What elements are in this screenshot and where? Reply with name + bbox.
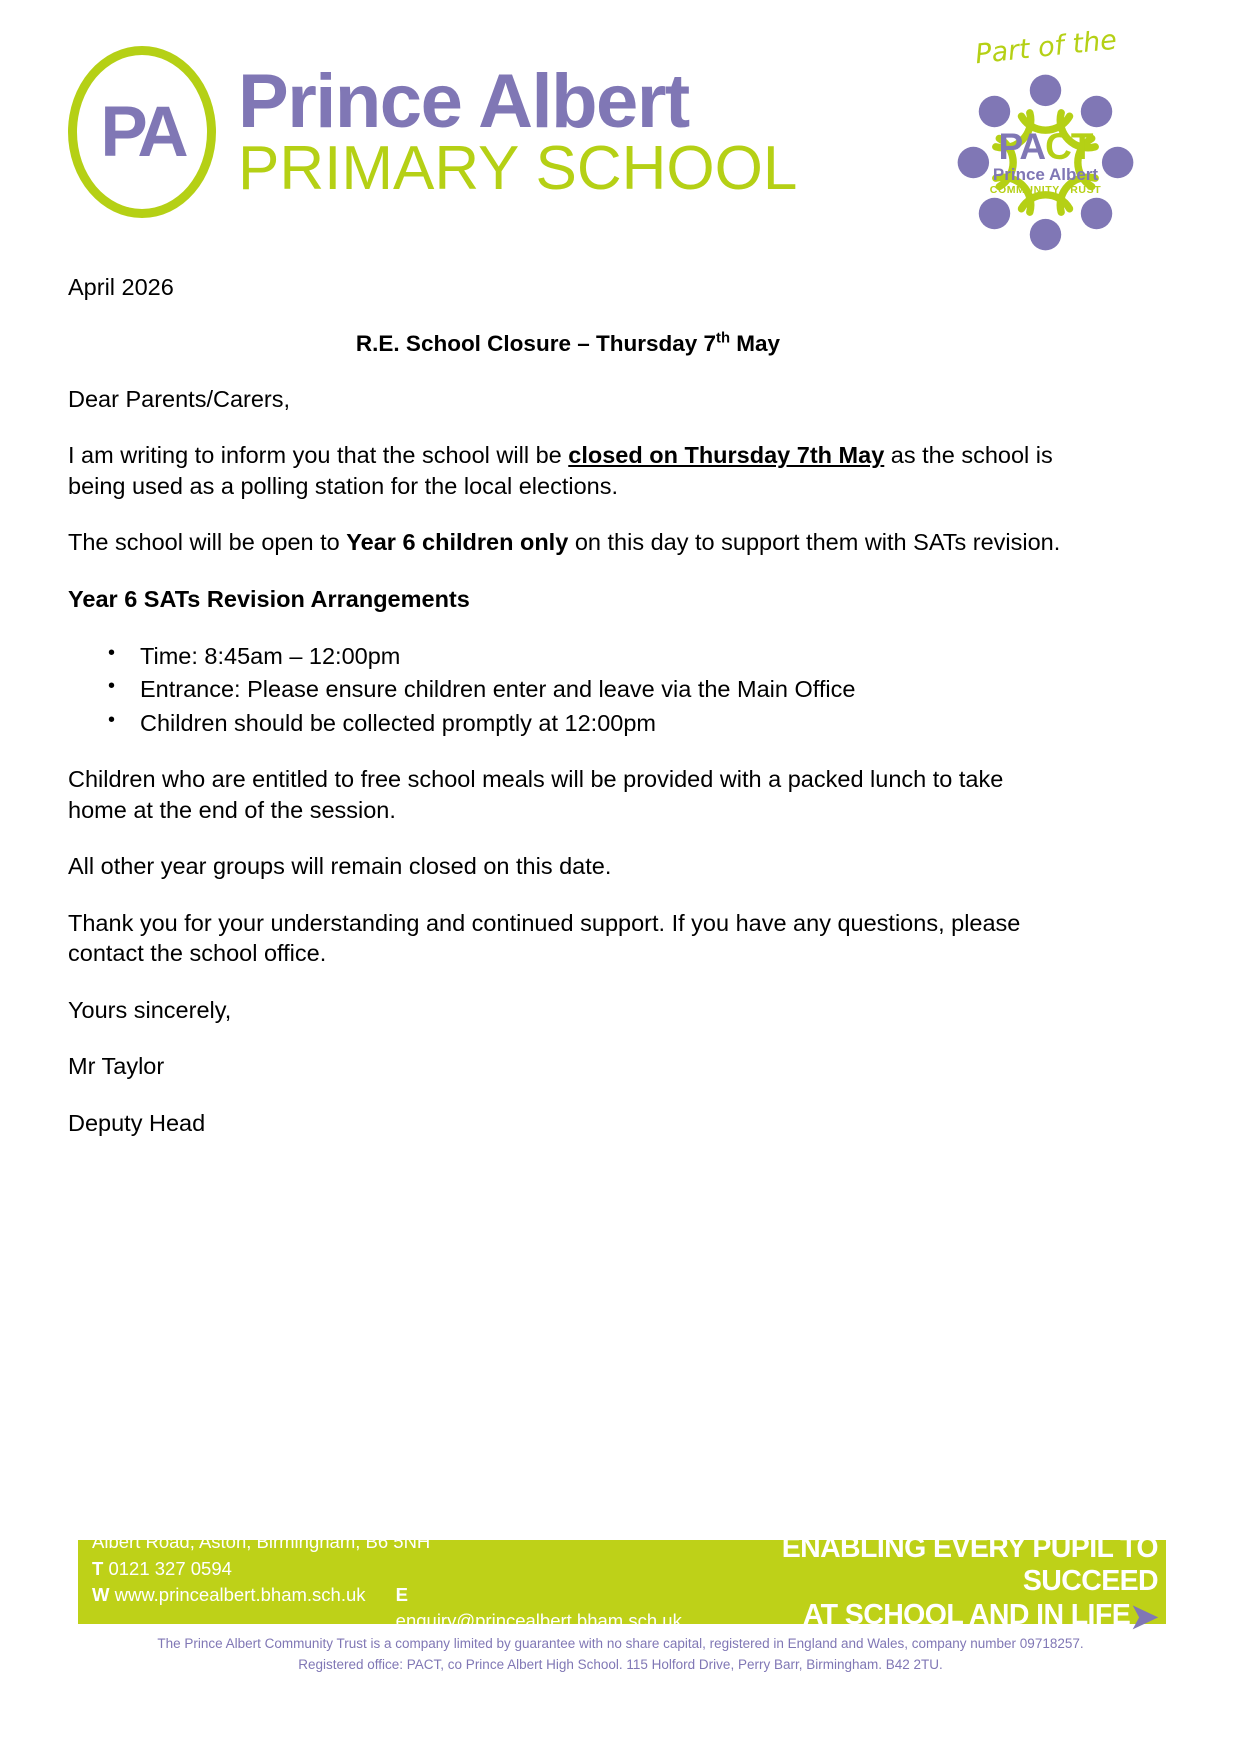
slogan-line-1: ENABLING EVERY PUPIL TO SUCCEED bbox=[781, 1532, 1158, 1598]
pact-subtitle: Prince Albert bbox=[992, 165, 1099, 185]
fine-print-line-1: The Prince Albert Community Trust is a company limited by guarantee with no share capital, registered in England and Wales, company number 09718257. bbox=[157, 1636, 1084, 1651]
footer-web-email-row bbox=[92, 1582, 698, 1635]
footer-website-cell bbox=[92, 1582, 396, 1635]
part-of-the-label: Part of the bbox=[973, 24, 1119, 71]
letter-paragraph-1 bbox=[68, 440, 1068, 501]
letter-body bbox=[68, 272, 1068, 1165]
phone-label: T bbox=[92, 1557, 104, 1579]
footer-phone: 0121 327 0594 bbox=[108, 1557, 232, 1579]
list-item: • Children should be collected promptly at 12:00pm bbox=[140, 708, 1068, 739]
letter-date: April 2026 bbox=[68, 274, 174, 300]
signer-role: Deputy Head bbox=[68, 1110, 206, 1136]
para1-text-after: as the school is being used as a polling station for the local elections. bbox=[68, 442, 1053, 499]
school-name-secondary: PRIMARY SCHOOL bbox=[238, 133, 798, 203]
footer-email-cell bbox=[396, 1582, 698, 1635]
year-group-emphasis: Year 6 children only bbox=[346, 529, 569, 556]
letter-salutation: Dear Parents/Carers, bbox=[68, 385, 291, 412]
footer-contact-block bbox=[78, 1529, 698, 1634]
footer-slogan bbox=[698, 1532, 1166, 1636]
signer-name: Mr Taylor bbox=[68, 1053, 165, 1080]
email-label: E bbox=[395, 1584, 409, 1605]
pa-monogram-icon bbox=[68, 46, 216, 218]
para2-text-after: on this day to support them with SATs revision. bbox=[568, 529, 1061, 556]
slogan-line-2: AT SCHOOL AND IN LIFE bbox=[802, 1598, 1131, 1631]
legal-fine-print bbox=[0, 1634, 1241, 1676]
letter-paragraph-2 bbox=[68, 527, 1068, 558]
pact-ring-icon bbox=[953, 70, 1138, 255]
school-name-primary: Prince Albert bbox=[238, 58, 689, 144]
fine-print-line-2: Registered office: PACT, co Prince Albert High School. 115 Holford Drive, Perry Barr, Birmingham. B42 2TU. bbox=[298, 1656, 943, 1672]
list-item: • Time: 8:45am – 12:00pm bbox=[140, 641, 1068, 672]
slogan-line-2-row bbox=[698, 1597, 1158, 1636]
letter-subject bbox=[68, 329, 1068, 358]
arrangements-list bbox=[68, 641, 1068, 739]
closure-date-emphasis: closed on Thursday 7th May bbox=[568, 442, 885, 469]
para1-text-before: I am writing to inform you that the school will be bbox=[68, 442, 569, 469]
para2-text-before: The school will be open to bbox=[68, 529, 347, 556]
list-item: • Entrance: Please ensure children enter and leave via the Main Office bbox=[140, 674, 1068, 705]
letterhead bbox=[0, 0, 1241, 258]
chevron-right-icon: ➤ bbox=[1130, 1597, 1158, 1636]
footer-banner bbox=[78, 1531, 1166, 1636]
letter-paragraph-4: All other year groups will remain closed on this date. bbox=[68, 853, 612, 880]
arrangements-heading: Year 6 SATs Revision Arrangements bbox=[68, 585, 470, 612]
letter-paragraph-5: Thank you for your understanding and continued support. If you have any questions, please contact the school office. bbox=[68, 909, 1021, 967]
pa-monogram-label: PA bbox=[100, 92, 184, 172]
pact-logo bbox=[953, 22, 1183, 252]
footer-address: Albert Road, Aston, Birmingham, B6 5NH bbox=[92, 1531, 431, 1553]
pact-acronym-pa: PA bbox=[998, 126, 1046, 168]
subject-suffix: May bbox=[730, 330, 781, 356]
subject-ordinal-suffix: th bbox=[716, 330, 731, 347]
footer-website[interactable]: www.princealbert.bham.sch.uk bbox=[114, 1584, 366, 1605]
pact-tagline: COMMUNITY TRUST bbox=[989, 184, 1102, 197]
pact-acronym-ct: CT bbox=[1045, 126, 1093, 168]
footer-email[interactable]: enquiry@princealbert.bham.sch.uk bbox=[395, 1610, 682, 1632]
school-logo bbox=[68, 46, 797, 218]
letter-paragraph-3: Children who are entitled to free school meals will be provided with a packed lunch to take home at the end of the session. bbox=[68, 766, 1004, 823]
website-label: W bbox=[92, 1584, 110, 1605]
school-name-block bbox=[238, 58, 798, 203]
letter-closing: Yours sincerely, bbox=[68, 996, 232, 1023]
subject-prefix: R.E. School Closure – Thursday 7 bbox=[355, 330, 717, 356]
footer-phone-row bbox=[92, 1556, 698, 1582]
